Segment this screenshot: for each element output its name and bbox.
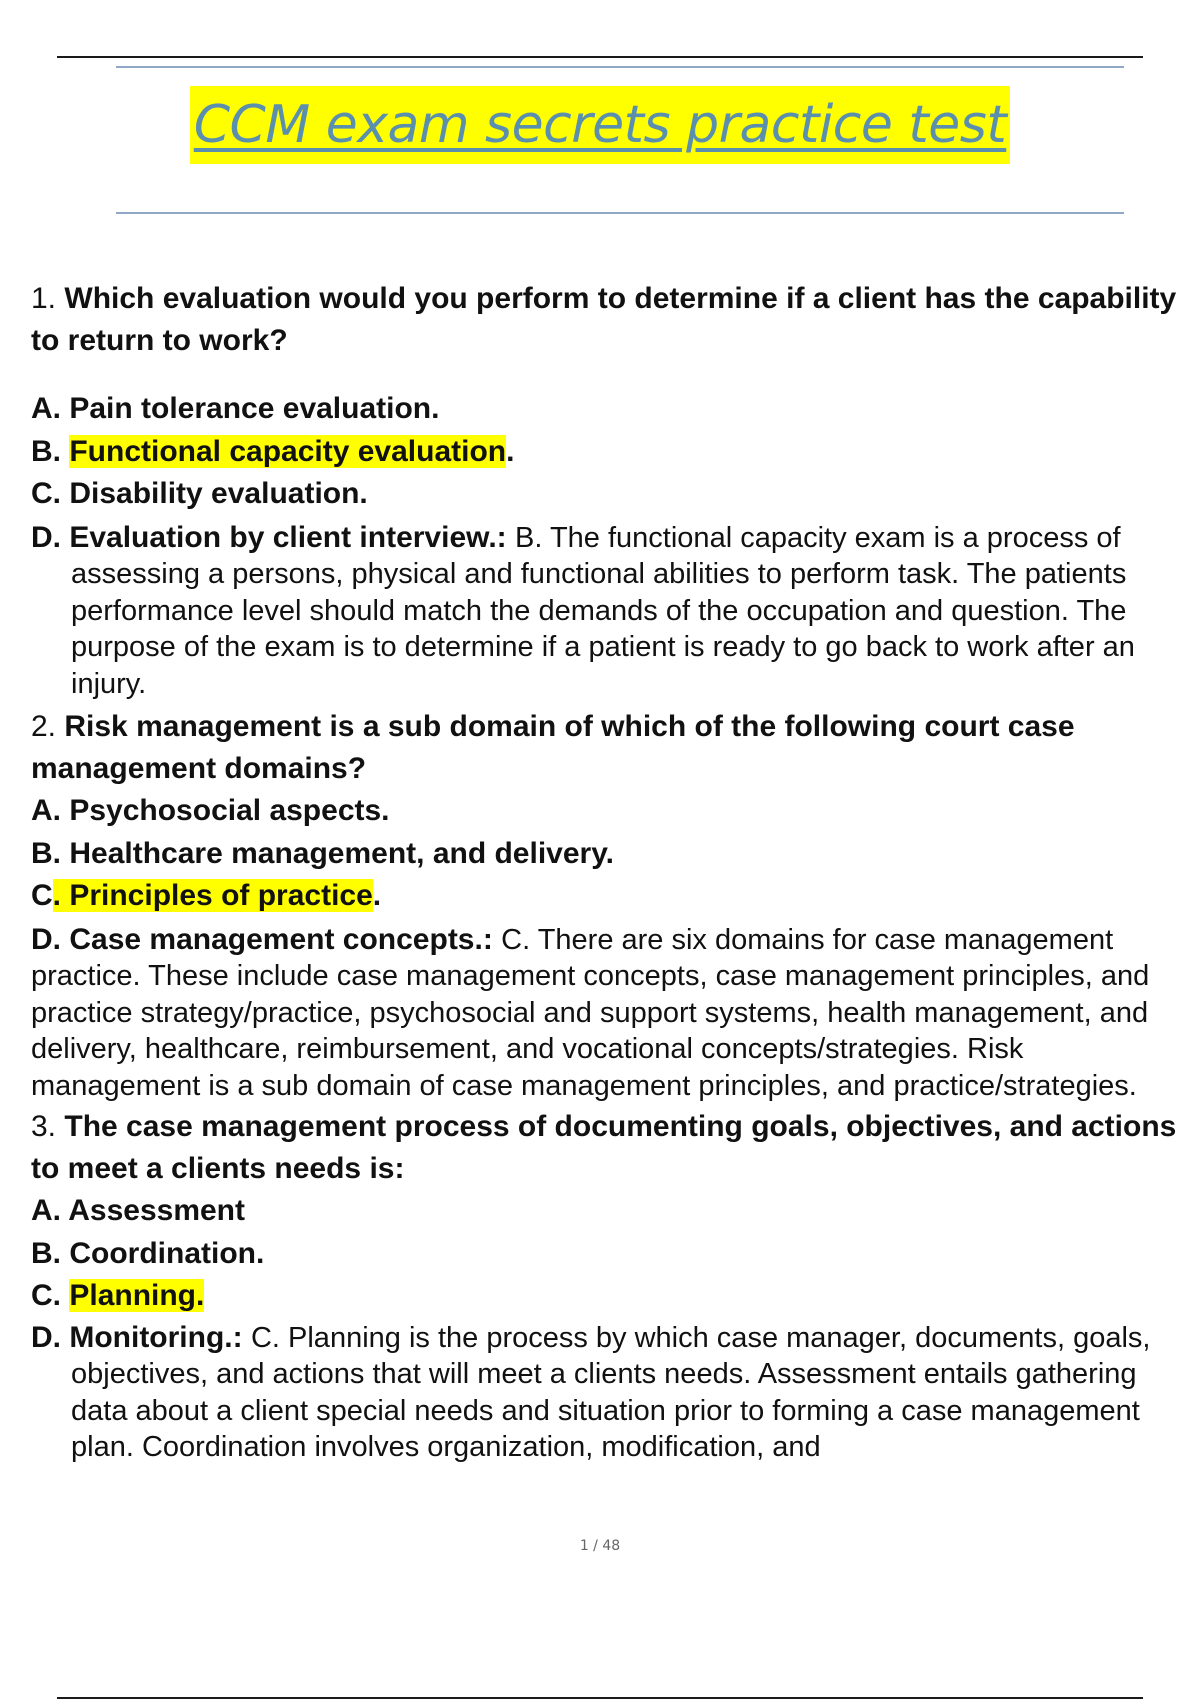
option-letter: B. (31, 1236, 61, 1270)
option-letter: C. (31, 1279, 61, 1312)
question-2-option-d (31, 922, 1191, 1105)
option-letter: C. (31, 477, 61, 510)
question-3-stem (31, 1106, 1191, 1190)
option-letter: D. (31, 922, 61, 956)
question-2-explanation: C. There are six domains for case management practice. These include case management concepts, case management principles, and practice strategy/practice, psychosocial and support systems, health management, and delivery, healthcare, reimbursement, and vocational concepts/strategies. Risk management is a sub domain of case management principles, and practice/strategies. (31, 923, 1150, 1102)
question-1-option-b (31, 431, 1191, 474)
question-1-number: 1. (31, 282, 57, 315)
document-title: CCM exam secrets practice test (190, 86, 1011, 164)
page-bottom-rule (57, 1697, 1143, 1699)
option-text: Case management concepts.: (69, 922, 493, 956)
option-text: Disability evaluation. (69, 477, 368, 510)
question-1-option-d (31, 520, 1191, 703)
question-1-explanation: B. The functional capacity exam is a process of assessing a persons, physical and functional abilities to perform task. The patients performance level should match the demands of the occupation and question. The purpose of the exam is to determine if a patient is ready to go back to work after an injury. (71, 521, 1135, 700)
page-indicator: 1 / 48 (579, 1538, 621, 1554)
question-2-number: 2. (31, 710, 57, 743)
title-bottom-rule (116, 212, 1124, 214)
option-tail: . (372, 879, 382, 912)
option-letter: A. (31, 794, 61, 827)
page-top-rule (57, 56, 1143, 58)
option-letter: C (31, 879, 53, 912)
option-text-highlighted: Planning. (69, 1279, 205, 1312)
question-2-option-c (31, 875, 1191, 918)
title-top-rule (116, 66, 1124, 68)
option-text: Monitoring.: (69, 1320, 243, 1354)
question-3-option-c (31, 1275, 1191, 1318)
option-letter: A. (31, 1194, 61, 1227)
spacer (31, 362, 1191, 388)
question-2-option-a (31, 790, 1191, 833)
option-letter: D. (31, 1320, 61, 1354)
option-letter: A. (31, 392, 61, 425)
question-1-option-a (31, 388, 1191, 431)
option-text: Psychosocial aspects. (69, 794, 390, 827)
option-letter: D. (31, 520, 61, 554)
option-text: Coordination. (69, 1236, 265, 1270)
document-body (31, 278, 1191, 1466)
option-letter: B. (31, 836, 61, 870)
question-2-stem (31, 706, 1191, 790)
question-2 (31, 706, 1191, 1104)
option-text-highlighted: Functional capacity evaluation (69, 434, 507, 468)
title-wrap (0, 86, 1200, 164)
option-text: Healthcare management, and delivery. (69, 836, 615, 870)
question-1-option-c (31, 473, 1191, 516)
option-text: Evaluation by client interview.: (69, 520, 507, 554)
question-2-text: Risk management is a sub domain of which of the following court case management domains? (31, 710, 1075, 785)
question-3-text: The case management process of documenting goals, objectives, and actions to meet a clients needs is: (31, 1110, 1177, 1185)
option-text: Assessment (68, 1194, 245, 1227)
question-3-number: 3. (31, 1110, 57, 1143)
option-letter: B. (31, 434, 61, 468)
question-3-option-a (31, 1190, 1191, 1233)
question-1-text: Which evaluation would you perform to determine if a client has the capability to return to work? (31, 282, 1177, 357)
question-1 (31, 278, 1191, 702)
option-text: Pain tolerance evaluation. (69, 392, 440, 425)
question-3-option-b (31, 1233, 1191, 1276)
question-3-option-d (31, 1320, 1191, 1466)
option-tail: . (506, 434, 515, 468)
question-2-option-b (31, 833, 1191, 876)
option-text-highlighted: . Principles of practice (52, 879, 373, 912)
question-3-explanation: C. Planning is the process by which case manager, documents, goals, objectives, and actions that will meet a clients needs. Assessment entails gathering data about a client special needs and situation prior to forming a case management plan. Coordination involves organization, modification, and (71, 1321, 1151, 1463)
question-1-stem (31, 278, 1191, 362)
question-3 (31, 1106, 1191, 1466)
